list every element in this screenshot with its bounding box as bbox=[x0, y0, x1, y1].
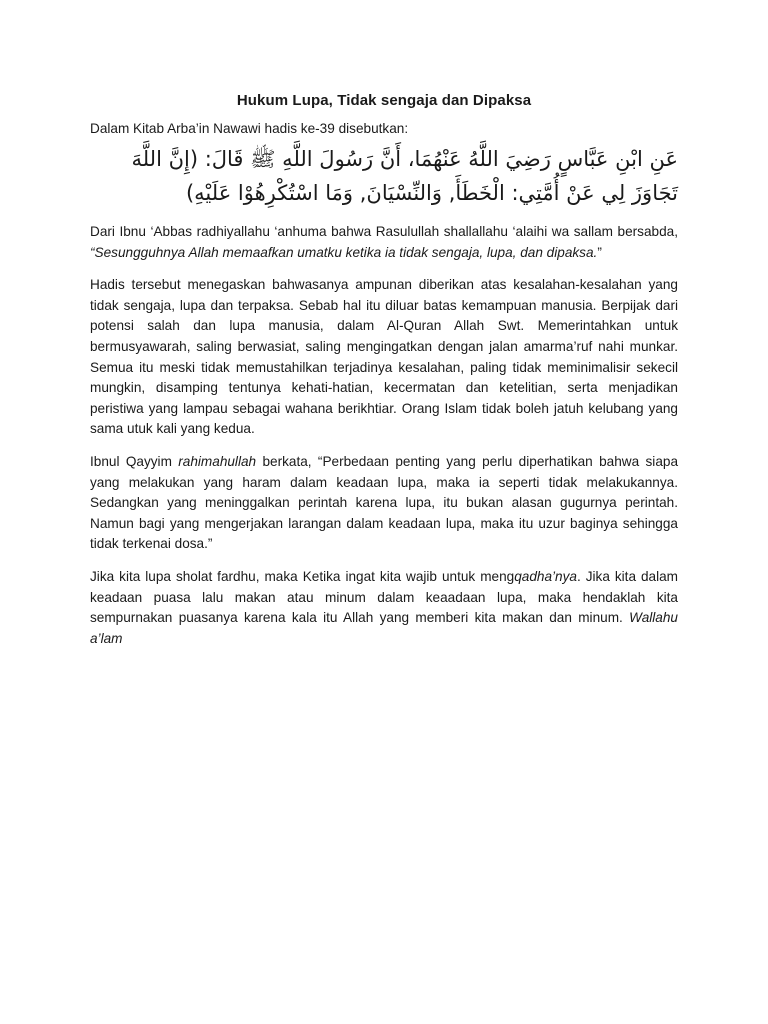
p3-lead: Ibnul Qayyim bbox=[90, 453, 179, 469]
intro-line: Dalam Kitab Arba’in Nawawi hadis ke-39 disebutkan: bbox=[90, 121, 409, 136]
translation-close: ” bbox=[597, 244, 602, 260]
p3-italic: rahimahullah bbox=[178, 453, 257, 469]
hadith-translation bbox=[90, 222, 678, 263]
paragraph-conclusion bbox=[90, 567, 678, 649]
document-page bbox=[90, 92, 678, 661]
p4-italic: qadha’nya bbox=[514, 568, 577, 584]
translation-lead: Dari Ibnu ‘Abbas radhiyallahu ‘anhuma bahwa Rasulullah shallallahu ‘alaihi wa sallam bersabda, bbox=[90, 224, 678, 239]
document-title: Hukum Lupa, Tidak sengaja dan Dipaksa bbox=[236, 92, 532, 109]
translation-quote: “Sesungguhnya Allah memaafkan umatku ketika ia tidak sengaja, lupa, dan dipaksa. bbox=[90, 244, 598, 260]
p4-rest: . Jika kita dalam keadaan puasa lalu makan atau minum dalam keaadaan lupa, maka hendaklah kita sempurnakan puasanya karena kala itu Allah yang memberi kita makan dan minum. bbox=[90, 568, 678, 626]
paragraph-explanation: Hadis tersebut menegaskan bahwasanya ampunan diberikan atas kesalahan-kesalahan yang tidak sengaja, lupa dan terpaksa. Sebab hal itu diluar batas kemampuan manusia. Berpijak dari potensi salah dan lupa manusia, dalam Al-Quran Allah Swt. Memerintahkan untuk bermusyawarah, saling berwasiat, saling mengingatkan dengan jalan amarma’ruf nahi munkar. Semua itu meski tidak memustahilkan terjadinya kesalahan, paling tidak meminimalisir sekecil mungkin, disamping tentunya kehati-hatian, kecermatan dan ketelitian, serta menjadikan peristiwa yang lampau sebagai wahana berikhtiar. Orang Islam tidak boleh jatuh kelubang yang sama utuk kali yang kedua. bbox=[90, 277, 678, 437]
p4-closing: Wallahu a’lam bbox=[90, 610, 678, 646]
arabic-hadith: عَنِ ابْنِ عَبَّاسٍ رَضِيَ اللَّهُ عَنْهُمَا، أَنَّ رَسُولَ اللَّهِ ﷺ قَالَ: (إِنَّ اللَّهَ تَجَاوَزَ لِي عَنْ أُمَّتِي: الْخَطَأَ, وَالنِّسْيَانَ, وَمَا اسْتُكْرِهُوْا عَلَيْهِ) bbox=[131, 147, 678, 205]
p4-lead: Jika kita lupa sholat fardhu, maka Ketika ingat kita wajib untuk meng bbox=[90, 568, 515, 584]
paragraph-ibnul-qayyim bbox=[90, 452, 678, 555]
p3-rest: berkata, “Perbedaan penting yang perlu diperhatikan bahwa siapa yang melakukan yang haram dalam keadaan lupa, maka ia seperti tidak melakukannya. Sedangkan yang meninggalkan perintah karena lupa, itu bukan alasan gugurnya perintah. Namun bagi yang mengerjakan larangan dalam keadaan lupa, maka itu uzur baginya sehingga tidak terkenai dosa.” bbox=[90, 453, 679, 552]
